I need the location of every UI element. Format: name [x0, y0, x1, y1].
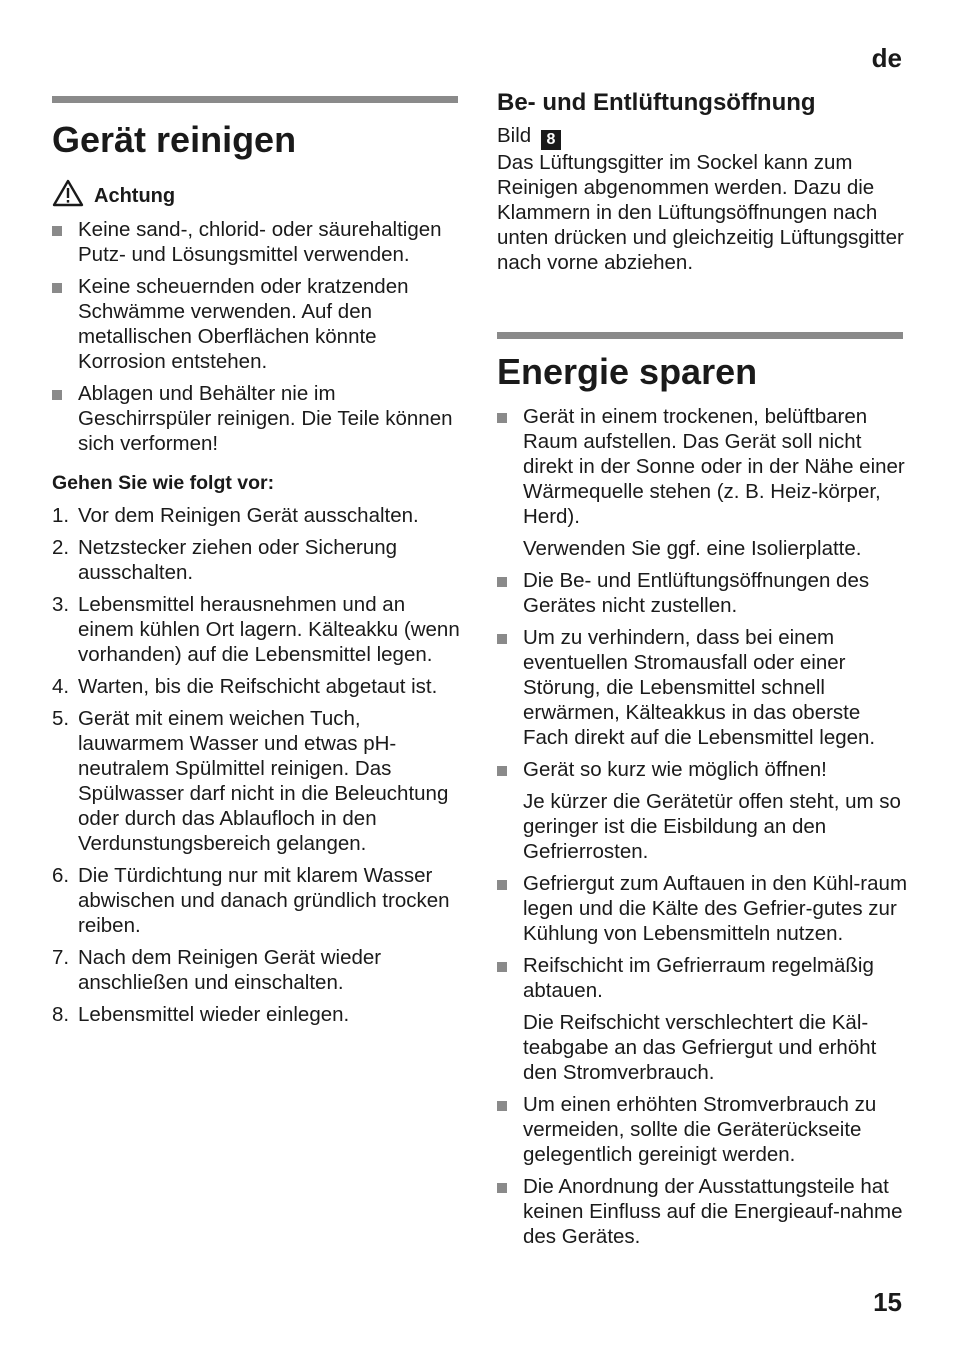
step-text: Die Türdichtung nur mit klarem Wasser abwischen und danach gründlich trocken reiben. — [78, 864, 450, 937]
vent-paragraph: Das Lüftungsgitter im Sockel kann zum Reinigen abgenommen werden. Dazu die Klammern in den Lüftungsöffnungen nach unten drücken und gleichzeitig Lüftungsgitter nach vorne abziehen. — [497, 151, 904, 274]
energy-bullet-list — [497, 404, 907, 1249]
list-item — [52, 381, 462, 456]
step-number: 1. — [52, 504, 70, 527]
step-number: 7. — [52, 946, 70, 969]
square-bullet-icon — [497, 634, 507, 644]
list-item-note: Je kürzer die Gerätetür offen steht, um so geringer ist die Eisbildung an den Gefrierrosten. — [523, 790, 901, 863]
list-item-text: Keine sand-, chlorid- oder säurehaltigen Putz- und Lösungsmittel verwenden. — [78, 218, 442, 266]
step-item — [52, 592, 462, 667]
list-item — [497, 568, 907, 618]
step-text: Vor dem Reinigen Gerät ausschalten. — [78, 504, 419, 527]
step-item — [52, 535, 462, 585]
figure-label: Bild — [497, 124, 532, 147]
list-item-text: Reifschicht im Gefrierraum regelmäßig abtauen. — [523, 954, 874, 1002]
warning-triangle-icon — [52, 179, 84, 213]
steps-heading: Gehen Sie wie folgt vor: — [52, 472, 275, 494]
list-item — [497, 625, 907, 750]
list-item-text: Die Anordnung der Ausstattungsteile hat keinen Einfluss auf die Energieauf-nahme des Gerätes. — [523, 1175, 903, 1248]
list-item-text: Gerät in einem trockenen, belüftbaren Raum aufstellen. Das Gerät soll nicht direkt in der Sonne oder in der Nähe einer Wärmequelle stehen (z. B. Heiz-körper, Herd). — [523, 405, 905, 528]
section-rule — [52, 96, 458, 103]
square-bullet-icon — [497, 1183, 507, 1193]
warning-notice — [52, 179, 462, 213]
step-item — [52, 945, 462, 995]
step-number: 6. — [52, 864, 70, 887]
left-column — [52, 96, 462, 1027]
square-bullet-icon — [52, 283, 62, 293]
step-text: Lebensmittel herausnehmen und an einem kühlen Ort lagern. Kälteakku (wenn vorhanden) auf die Lebensmittel legen. — [78, 593, 460, 666]
step-item — [52, 863, 462, 938]
square-bullet-icon — [497, 880, 507, 890]
square-bullet-icon — [497, 1101, 507, 1111]
square-bullet-icon — [52, 226, 62, 236]
square-bullet-icon — [497, 766, 507, 776]
list-item — [52, 274, 462, 374]
language-tag: de — [871, 43, 902, 73]
step-item — [52, 674, 462, 699]
step-text: Gerät mit einem weichen Tuch, lauwarmem Wasser und etwas pH-neutralem Spülmittel reinigen. Das Spülwasser darf nicht in die Beleuchtung oder durch das Ablaufloch in den Verdunstungsbereich gelangen. — [78, 707, 449, 855]
clean-steps-list — [52, 503, 462, 1027]
step-item — [52, 706, 462, 856]
section-title-vent: Be- und Entlüftungsöffnung — [497, 89, 816, 116]
list-item-text: Keine scheuernden oder kratzenden Schwämme verwenden. Auf den metallischen Oberflächen könnte Korrosion entstehen. — [78, 275, 409, 373]
step-text: Netzstecker ziehen oder Sicherung ausschalten. — [78, 536, 398, 584]
list-item-text: Gerät so kurz wie möglich öffnen! — [523, 758, 827, 781]
page-number: 15 — [873, 1287, 902, 1317]
step-text: Nach dem Reinigen Gerät wieder anschließen und einschalten. — [78, 946, 382, 994]
list-item — [497, 953, 907, 1085]
list-item — [497, 404, 907, 561]
list-item-text: Die Be- und Entlüftungsöffnungen des Gerätes nicht zustellen. — [523, 569, 870, 617]
step-number: 5. — [52, 707, 70, 730]
figure-reference — [497, 123, 907, 150]
list-item — [497, 757, 907, 864]
list-item-text: Um zu verhindern, dass bei einem eventuellen Stromausfall oder einer Störung, die Lebensmittel schnell erwärmen, Kälteakkus in das oberste Fach direkt auf die Lebensmittel legen. — [523, 626, 876, 749]
step-item — [52, 503, 462, 528]
square-bullet-icon — [497, 577, 507, 587]
list-item — [497, 1174, 907, 1249]
list-item-text: Ablagen und Behälter nie im Geschirrspüler reinigen. Die Teile können sich verformen! — [78, 382, 453, 455]
square-bullet-icon — [52, 390, 62, 400]
list-item-note: Verwenden Sie ggf. eine Isolierplatte. — [523, 537, 862, 560]
list-item-text: Um einen erhöhten Stromverbrauch zu vermeiden, sollte die Geräterückseite gelegentlich gereinigt werden. — [523, 1093, 877, 1166]
step-number: 8. — [52, 1003, 70, 1026]
square-bullet-icon — [497, 413, 507, 423]
clean-bullet-list — [52, 217, 462, 456]
step-number: 4. — [52, 675, 70, 698]
list-item — [497, 1092, 907, 1167]
figure-number-badge: 8 — [541, 130, 561, 150]
right-column — [497, 87, 907, 1249]
section-title-energy: Energie sparen — [497, 351, 758, 392]
list-item-text: Gefriergut zum Auftauen in den Kühl-raum legen und die Kälte des Gefrier-gutes zur Kühlung von Lebensmitteln nutzen. — [523, 872, 908, 945]
list-item — [497, 871, 907, 946]
step-text: Lebensmittel wieder einlegen. — [78, 1003, 350, 1026]
warning-title: Achtung — [94, 184, 176, 207]
step-number: 3. — [52, 593, 70, 616]
list-item — [52, 217, 462, 267]
step-item — [52, 1002, 462, 1027]
list-item-note: Die Reifschicht verschlechtert die Käl-teabgabe an das Gefriergut und erhöht den Stromverbrauch. — [523, 1011, 877, 1084]
step-text: Warten, bis die Reifschicht abgetaut ist. — [78, 675, 438, 698]
section-title-clean: Gerät reinigen — [52, 119, 297, 160]
square-bullet-icon — [497, 962, 507, 972]
step-number: 2. — [52, 536, 70, 559]
section-rule — [497, 332, 903, 339]
